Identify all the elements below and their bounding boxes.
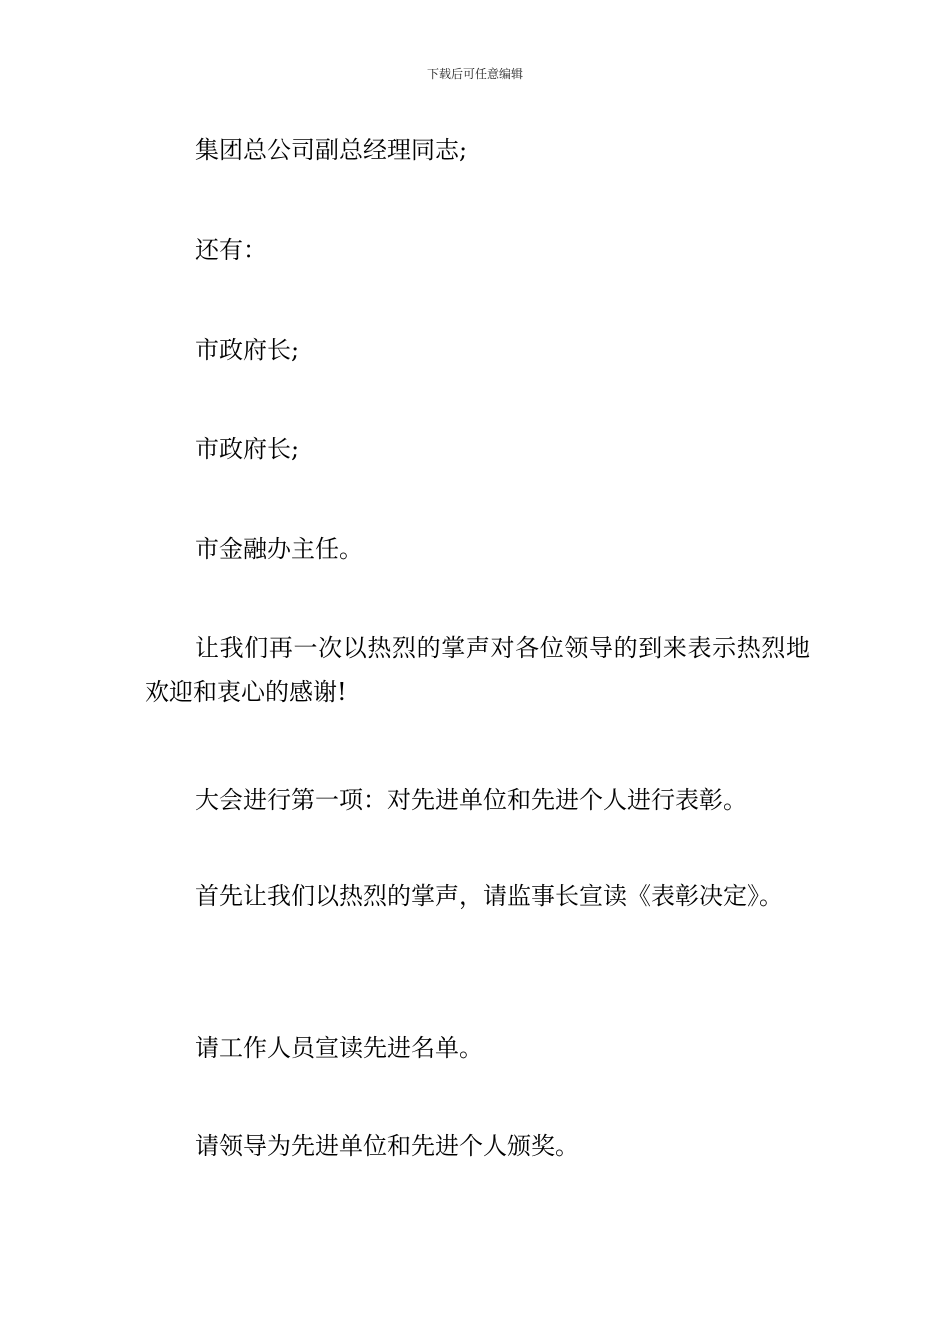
paragraph-8: 首先让我们以热烈的掌声，请监事长宣读《表彰决定》。 (195, 882, 783, 910)
paragraph-6: 让我们再一次以热烈的掌声对各位领导的到来表示热烈地欢迎和衷心的感谢! (145, 634, 810, 706)
paragraph-3: 市政府长; (195, 336, 300, 364)
paragraph-5: 市金融办主任。 (195, 535, 363, 563)
paragraph-2: 还有： (195, 236, 267, 264)
page-header-note: 下载后可任意编辑 (426, 67, 523, 81)
paragraph-9: 请工作人员宣读先进名单。 (195, 1034, 483, 1062)
paragraph-10: 请领导为先进单位和先进个人颁奖。 (195, 1132, 579, 1160)
paragraph-1: 集团总公司副总经理同志; (195, 136, 468, 164)
paragraph-4: 市政府长; (195, 435, 300, 463)
paragraph-7: 大会进行第一项：对先进单位和先进个人进行表彰。 (195, 786, 747, 814)
